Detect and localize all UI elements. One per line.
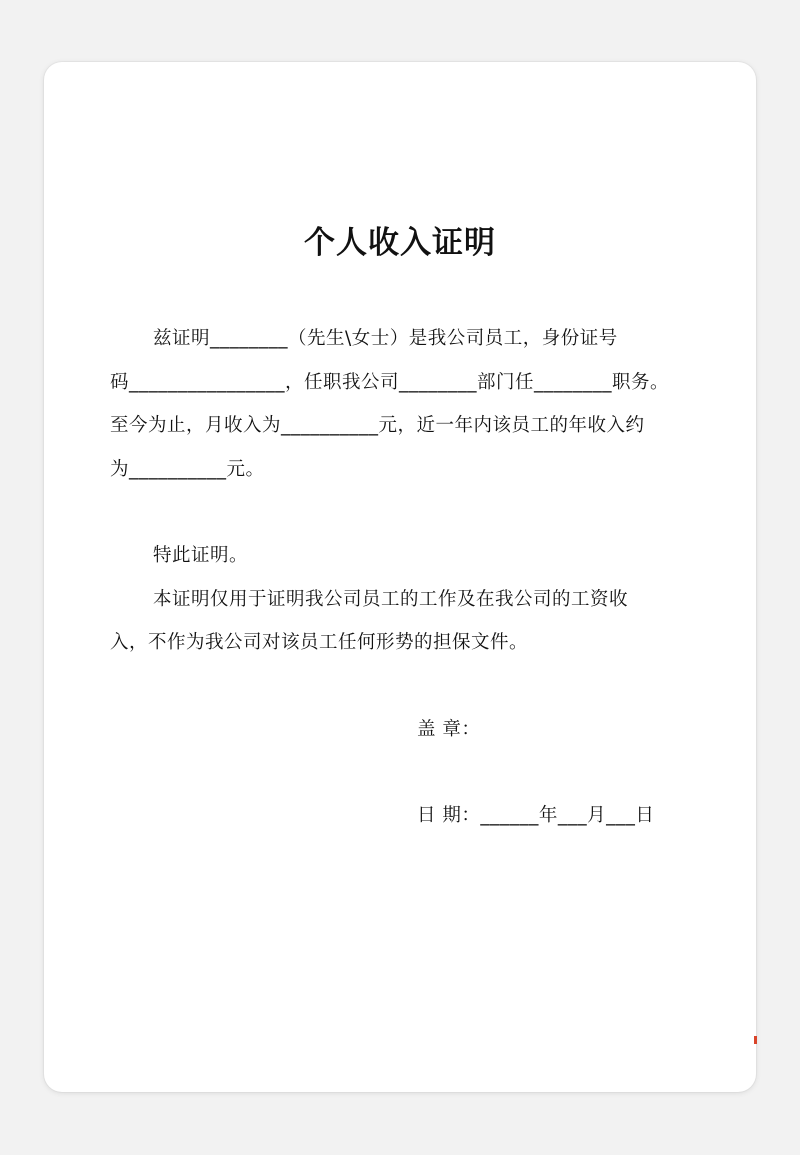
edge-mark xyxy=(754,1036,757,1044)
paragraph1-line1: 兹证明________（先生\女士）是我公司员工，身份证号 xyxy=(153,328,618,349)
paragraph1-line4: 为__________元。 xyxy=(110,459,265,480)
paragraph2-line1: 本证明仅用于证明我公司员工的工作及在我公司的工资收 xyxy=(153,589,629,610)
paragraph1-line2: 码________________，任职我公司________部门任________职务。 xyxy=(110,372,670,393)
paragraph1-line3: 至今为止，月收入为__________元，近一年内该员工的年收入约 xyxy=(110,415,645,436)
date-line: 日 期：______年___月___日 xyxy=(417,805,655,826)
certify-statement: 特此证明。 xyxy=(153,545,249,566)
document-page xyxy=(44,62,756,1092)
seal-label: 盖 章： xyxy=(417,719,481,740)
document-title: 个人收入证明 xyxy=(304,225,496,261)
paragraph2-line2: 入，不作为我公司对该员工任何形势的担保文件。 xyxy=(110,632,529,653)
